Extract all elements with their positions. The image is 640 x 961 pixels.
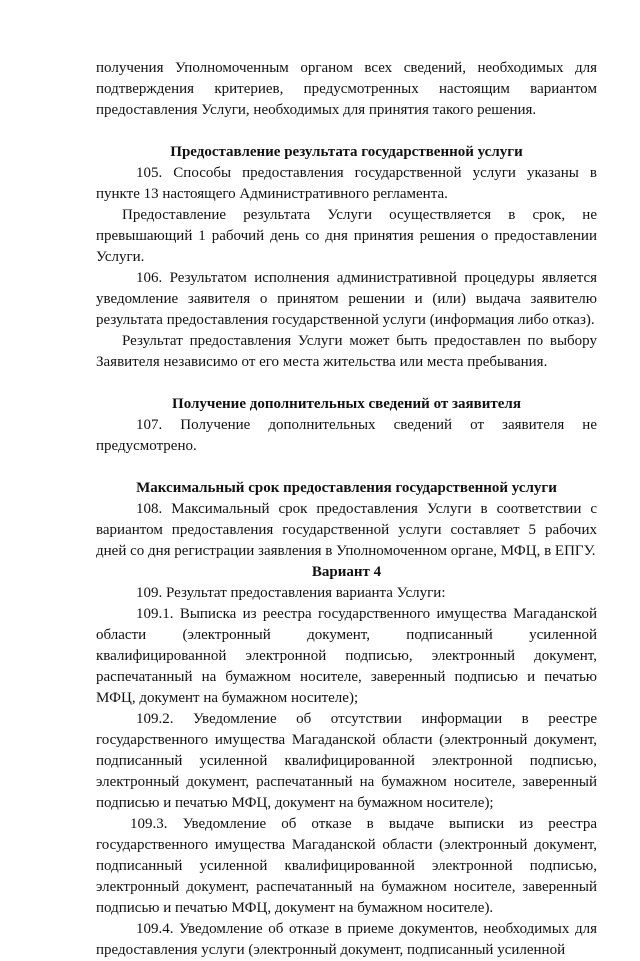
paragraph-109: 109. Результат предоставления варианта Услуги: bbox=[136, 585, 446, 601]
paragraph-108: 108. Максимальный срок предоставления Услуги в соответствии с вариантом предоставления государственной услуги составляет 5 рабочих дней со дня регистрации заявления в Уполномоченном органе, МФЦ, в ЕПГУ. bbox=[96, 501, 597, 559]
document-page bbox=[96, 58, 597, 961]
paragraph-105-term: Предоставление результата Услуги осуществляется в срок, не превышающий 1 рабочий день со дня принятия решения о предоставлении Услуги. bbox=[96, 207, 597, 265]
paragraph-109-4: 109.4. Уведомление об отказе в приеме документов, необходимых для предоставления услуги (электронный документ, подписанный усиленной bbox=[96, 921, 597, 958]
heading-variant-4: Вариант 4 bbox=[311, 564, 382, 580]
paragraph-106-result: Результат предоставления Услуги может быть предоставлен по выбору Заявителя независимо от его места жительства или места пребывания. bbox=[96, 333, 597, 370]
paragraph-106: 106. Результатом исполнения административной процедуры является уведомление заявителя о принятом решении и (или) выдача заявителю результата предоставления государственной услуги (информация либо отказ). bbox=[96, 270, 597, 328]
paragraph-continuation: получения Уполномоченным органом всех сведений, необходимых для подтверждения критериев, предусмотренных настоящим вариантом предоставления Услуги, необходимых для принятия такого решения. bbox=[96, 60, 597, 118]
paragraph-109-2: 109.2. Уведомление об отсутствии информации в реестре государственного имущества Магаданской области (электронный документ, подписанный усиленной квалифицированной электронной подписью, электронный документ, распечатанный на бумажном носителе, заверенный подписью и печатью МФЦ, документ на бумажном носителе); bbox=[96, 711, 597, 811]
paragraph-107: 107. Получение дополнительных сведений от заявителя не предусмотрено. bbox=[96, 417, 597, 454]
heading-max-term: Максимальный срок предоставления государственной услуги bbox=[136, 480, 557, 496]
paragraph-109-3: 109.3. Уведомление об отказе в выдаче выписки из реестра государственного имущества Магаданской области (электронный документ, подписанный усиленной квалифицированной электронной подписью, электронный документ, распечатанный на бумажном носителе, заверенный подписью и печатью МФЦ, документ на бумажном носителе). bbox=[96, 816, 597, 916]
paragraph-109-1: 109.1. Выписка из реестра государственного имущества Магаданской области (электронный документ, подписанный усиленной квалифицированной электронной подписью, электронный документ, распечатанный на бумажном носителе, заверенный подписью и печатью МФЦ, документ на бумажном носителе); bbox=[96, 606, 597, 706]
heading-additional-info: Получение дополнительных сведений от заявителя bbox=[172, 396, 521, 412]
paragraph-105: 105. Способы предоставления государственной услуги указаны в пункте 13 настоящего Административного регламента. bbox=[96, 165, 597, 202]
heading-result-provision: Предоставление результата государственной услуги bbox=[170, 144, 523, 160]
